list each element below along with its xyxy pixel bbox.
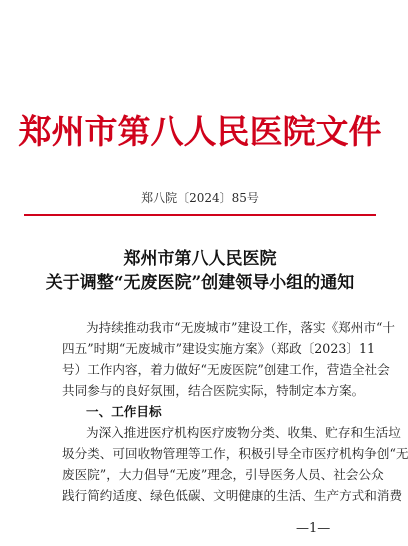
masthead-title: 郑州市第八人民医院文件 (18, 112, 382, 151)
body-line: 为深入推进医疗机构医疗废物分类、收集、贮存和生活垃 (86, 425, 401, 440)
body-line: 圾分类、可回收物管理等工作，积极引导全市医疗机构争创“无 (62, 446, 408, 461)
document-number: 郑八院〔2024〕85号 (141, 191, 259, 205)
body-line: 为持续推动我市“无废城市”建设工作，落实《郑州市“十 (86, 320, 395, 335)
notice-title-line-2: 关于调整“无废医院”创建领导小组的通知 (45, 273, 355, 293)
body-line: 共同参与的良好氛围，结合医院实际，特制定本方案。 (62, 383, 365, 398)
body-line: 废医院”，大力倡导“无废”理念，引导医务人员、社会公众 (62, 467, 384, 482)
red-header-rule (24, 214, 376, 216)
body-line: 号）工作内容，着力做好“无废医院”创建工作，营造全社会 (62, 362, 390, 377)
notice-title-line-1: 郑州市第八人民医院 (123, 249, 277, 269)
page-number: —1— (296, 521, 331, 536)
body-line: 践行简约适度、绿色低碳、文明健康的生活、生产方式和消费 (62, 488, 403, 503)
body-line: 四五”时期“无废城市”建设实施方案》（郑政〔2023〕11 (62, 341, 375, 356)
section-heading-work-goals: 一、工作目标 (86, 404, 162, 419)
